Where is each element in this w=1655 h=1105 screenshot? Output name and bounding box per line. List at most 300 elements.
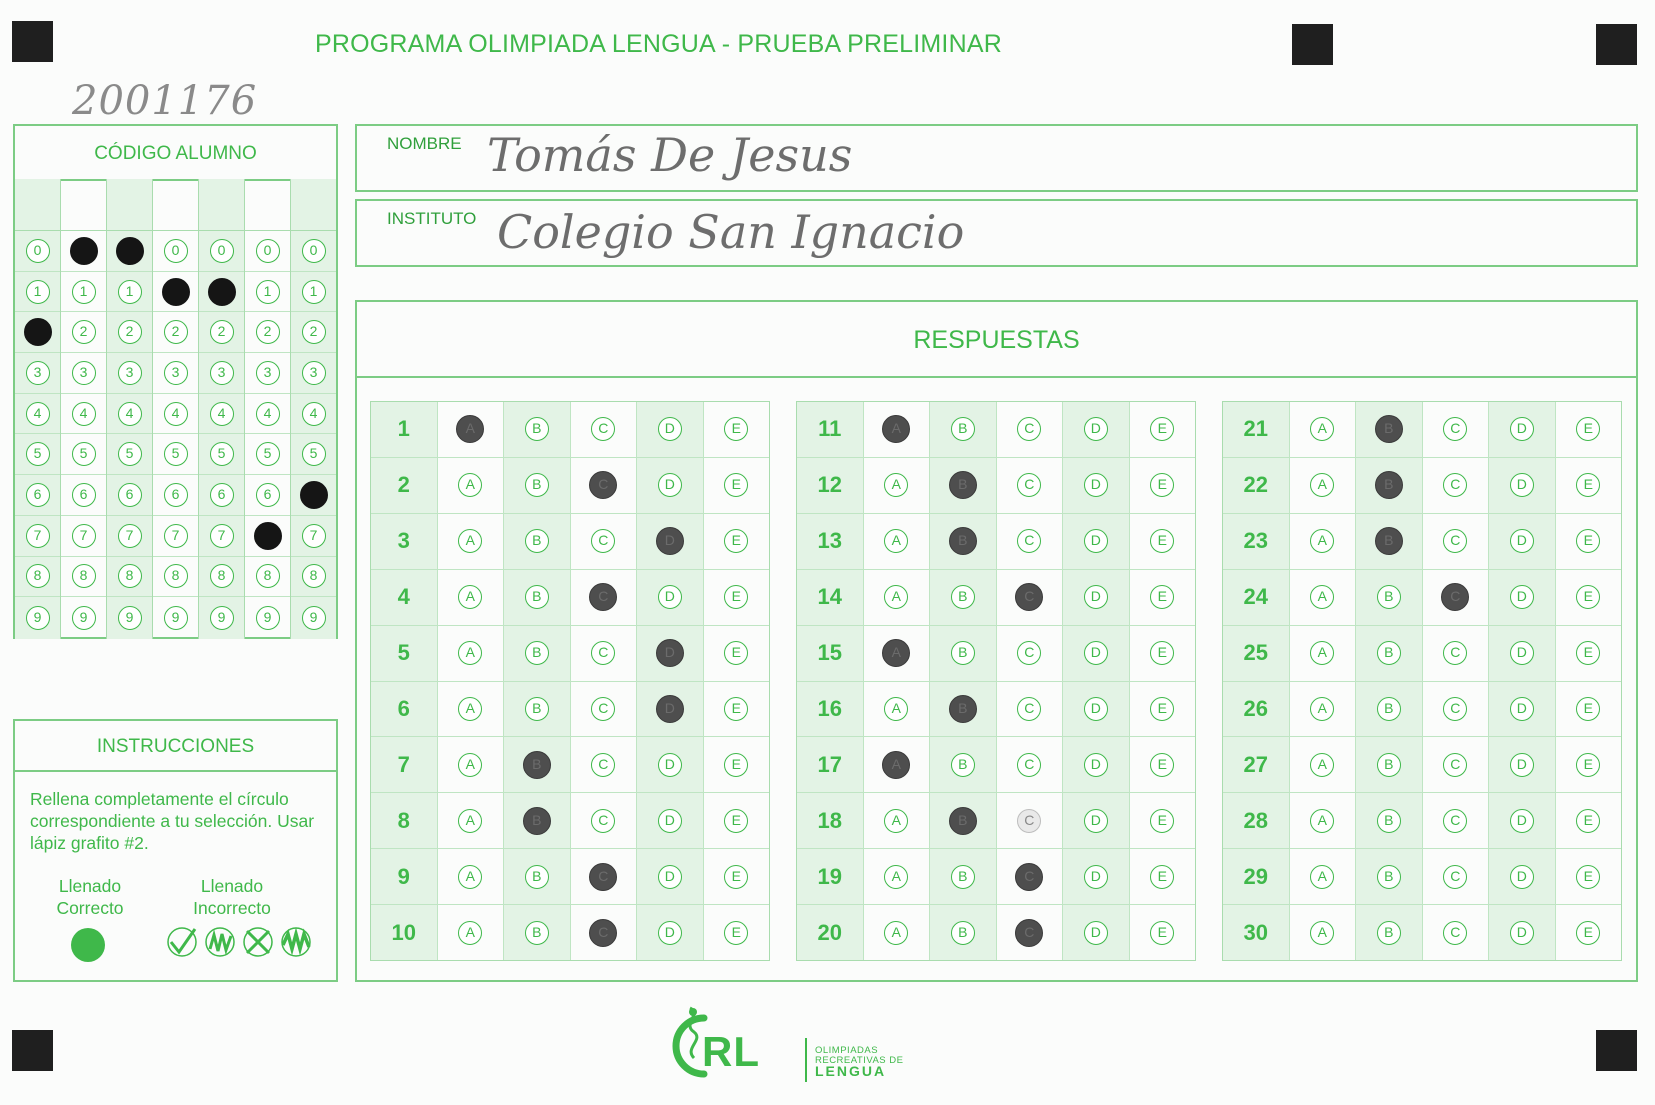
name-field[interactable] [355,124,1638,192]
answer-bubble-b[interactable]: B [951,921,975,945]
answer-bubble-d[interactable]: D [1510,809,1534,833]
answer-bubble-d[interactable]: D [1510,921,1534,945]
answer-bubble-d[interactable]: D [1510,417,1534,441]
code-bubble[interactable]: 6 [256,483,280,507]
code-bubble[interactable]: 6 [164,483,188,507]
answer-cell [503,514,570,569]
answer-bubble-b[interactable]: B [1377,753,1401,777]
code-bubble[interactable]: 4 [118,402,142,426]
code-bubble[interactable]: 9 [118,606,142,630]
question-number: 30 [1243,919,1268,945]
instructions-text: Rellena completamente el círculo correspondiente a tu selección. Usar lápiz grafito #2. [30,789,315,853]
answer-cell [1422,626,1489,681]
code-bubble[interactable]: 5 [210,442,234,466]
code-bubble[interactable]: 3 [164,361,188,385]
code-bubble[interactable]: 5 [256,442,280,466]
answer-bubble-a[interactable]: A [1310,865,1334,889]
answer-bubble-a[interactable]: A [458,641,482,665]
code-bubble[interactable] [162,278,190,306]
answer-bubble-e[interactable]: E [724,865,748,889]
code-bubble[interactable]: 2 [72,320,96,344]
answer-bubble-a[interactable]: A [884,473,908,497]
code-bubble[interactable]: 5 [72,442,96,466]
answer-bubble-c[interactable]: C [1443,809,1467,833]
answer-bubble-d[interactable]: D [656,639,684,667]
answer-bubble-b[interactable]: B [525,529,549,553]
code-bubble[interactable]: 7 [302,524,326,548]
answer-cell [1555,793,1622,848]
code-bubble[interactable]: 5 [118,442,142,466]
answer-bubble-a[interactable]: A [884,529,908,553]
question-number: 10 [391,919,416,945]
answer-cell [1422,458,1489,513]
answer-cell [1355,402,1422,457]
answer-bubble-b[interactable]: B [525,473,549,497]
answer-bubble-c[interactable]: C [1017,473,1041,497]
answer-bubble-c[interactable]: C [589,583,617,611]
code-bubble[interactable]: 2 [256,320,280,344]
answer-bubble-b[interactable]: B [523,807,551,835]
code-bubble[interactable]: 5 [26,442,50,466]
code-bubble[interactable]: 4 [164,402,188,426]
answer-bubble-e[interactable]: E [1576,921,1600,945]
answer-bubble-a[interactable]: A [458,697,482,721]
answer-bubble-c[interactable]: C [591,641,615,665]
answer-bubble-d[interactable]: D [1510,529,1534,553]
answer-bubble-e[interactable]: E [1576,585,1600,609]
answer-bubble-c[interactable]: C [589,863,617,891]
code-row [199,475,244,516]
answer-bubble-d[interactable]: D [1084,809,1108,833]
answer-bubble-a[interactable]: A [458,473,482,497]
answer-cell [1488,514,1555,569]
code-bubble[interactable]: 2 [210,320,234,344]
code-bubble[interactable]: 6 [26,483,50,507]
answer-bubble-a[interactable]: A [1310,641,1334,665]
answer-bubble-c[interactable]: C [1017,809,1041,833]
answer-bubble-e[interactable]: E [1150,473,1174,497]
answer-bubble-d[interactable]: D [1510,585,1534,609]
question-number-cell [371,458,437,513]
code-bubble[interactable]: 0 [210,239,234,263]
answer-bubble-e[interactable]: E [1576,697,1600,721]
code-bubble[interactable]: 1 [26,280,50,304]
answer-bubble-b[interactable]: B [1377,921,1401,945]
answer-bubble-c[interactable]: C [1015,919,1043,947]
answer-bubble-e[interactable]: E [724,529,748,553]
answer-bubble-e[interactable]: E [1150,641,1174,665]
answer-bubble-c[interactable]: C [591,809,615,833]
answer-bubble-d[interactable]: D [658,473,682,497]
answer-bubble-b[interactable]: B [525,921,549,945]
answer-bubble-e[interactable]: E [1150,753,1174,777]
answer-bubble-a[interactable]: A [884,921,908,945]
answer-row [371,514,769,570]
code-bubble[interactable]: 3 [302,361,326,385]
code-bubble[interactable]: 2 [164,320,188,344]
cross-mark-icon [241,925,275,959]
answer-bubble-d[interactable]: D [1510,753,1534,777]
answer-bubble-c[interactable]: C [1443,529,1467,553]
answer-bubble-c[interactable]: C [1015,863,1043,891]
answer-cell [703,402,770,457]
answer-cell [1422,570,1489,625]
answer-bubble-c[interactable]: C [1015,583,1043,611]
answer-row [371,458,769,514]
answer-cell [996,849,1063,904]
answer-bubble-c[interactable]: C [1443,921,1467,945]
code-bubble[interactable]: 5 [302,442,326,466]
answer-bubble-c[interactable]: C [1443,753,1467,777]
code-row [199,231,244,272]
answer-bubble-d[interactable]: D [1084,529,1108,553]
code-bubble[interactable]: 9 [256,606,280,630]
answer-bubble-e[interactable]: E [1576,473,1600,497]
answer-bubble-c[interactable]: C [1443,473,1467,497]
code-row [153,312,198,353]
code-row [61,516,106,557]
answer-cell [1062,626,1129,681]
answer-cell [1355,737,1422,792]
answer-bubble-a[interactable]: A [882,415,910,443]
answer-bubble-a[interactable]: A [1310,809,1334,833]
answer-bubble-a[interactable]: A [456,415,484,443]
answer-cell [503,849,570,904]
answer-bubble-c[interactable]: C [591,529,615,553]
answer-bubble-e[interactable]: E [724,641,748,665]
code-bubble[interactable]: 1 [302,280,326,304]
code-row [291,475,336,516]
answer-bubble-d[interactable]: D [658,865,682,889]
code-bubble[interactable]: 7 [26,524,50,548]
answer-bubble-c[interactable]: C [1443,697,1467,721]
code-bubble[interactable]: 5 [164,442,188,466]
code-row [245,475,290,516]
answer-bubble-e[interactable]: E [1150,417,1174,441]
code-row [199,353,244,394]
code-bubble[interactable]: 7 [164,524,188,548]
answer-bubble-b[interactable]: B [525,865,549,889]
question-number-cell [371,402,437,457]
answer-bubble-d[interactable]: D [1510,865,1534,889]
answer-cell [929,793,996,848]
code-bubble[interactable]: 7 [118,524,142,548]
answer-cell [1129,458,1196,513]
answer-bubble-c[interactable]: C [1017,417,1041,441]
code-bubble[interactable]: 9 [26,606,50,630]
answer-bubble-c[interactable]: C [591,697,615,721]
code-row [245,272,290,313]
code-bubble[interactable]: 1 [256,280,280,304]
code-bubble[interactable]: 6 [210,483,234,507]
code-row [107,394,152,435]
code-bubble[interactable] [208,278,236,306]
answer-bubble-b[interactable]: B [951,865,975,889]
answer-bubble-e[interactable]: E [1576,529,1600,553]
answer-bubble-a[interactable]: A [884,585,908,609]
code-row [107,516,152,557]
code-bubble[interactable]: 3 [72,361,96,385]
answer-bubble-b[interactable]: B [525,641,549,665]
code-row [61,434,106,475]
question-number: 18 [817,807,842,833]
answer-bubble-e[interactable]: E [1576,865,1600,889]
logo-divider [805,1038,807,1082]
answer-cell [996,682,1063,737]
code-bubble[interactable]: 3 [256,361,280,385]
answer-bubble-b[interactable]: B [949,807,977,835]
code-bubble[interactable]: 3 [210,361,234,385]
answer-bubble-b[interactable]: B [1377,697,1401,721]
code-bubble[interactable]: 4 [72,402,96,426]
answer-cell [863,849,930,904]
answer-bubble-b[interactable]: B [949,695,977,723]
answer-bubble-a[interactable]: A [458,921,482,945]
answer-bubble-b[interactable]: B [951,753,975,777]
answer-bubble-d[interactable]: D [1510,641,1534,665]
code-bubble[interactable] [116,237,144,265]
answer-cell [1062,458,1129,513]
answer-bubble-a[interactable]: A [882,639,910,667]
code-bubble[interactable]: 1 [72,280,96,304]
answer-bubble-a[interactable]: A [458,529,482,553]
answer-bubble-e[interactable]: E [1150,585,1174,609]
answer-cell [570,458,637,513]
answer-bubble-e[interactable]: E [724,473,748,497]
answer-bubble-b[interactable]: B [525,697,549,721]
answers-panel [355,300,1638,982]
answer-bubble-d[interactable]: D [1084,473,1108,497]
code-bubble[interactable]: 8 [256,564,280,588]
answer-bubble-d[interactable]: D [1084,921,1108,945]
code-bubble[interactable]: 8 [164,564,188,588]
answer-cell [1355,905,1422,960]
code-bubble[interactable]: 7 [72,524,96,548]
answer-bubble-a[interactable]: A [884,809,908,833]
answer-bubble-a[interactable]: A [458,585,482,609]
code-bubble[interactable] [300,481,328,509]
code-bubble[interactable] [70,237,98,265]
answer-bubble-b[interactable]: B [949,471,977,499]
answer-bubble-a[interactable]: A [882,751,910,779]
answer-bubble-d[interactable]: D [658,417,682,441]
question-number: 9 [397,863,410,889]
code-bubble[interactable]: 6 [118,483,142,507]
answer-bubble-c[interactable]: C [1017,753,1041,777]
answer-bubble-e[interactable]: E [1150,809,1174,833]
answer-bubble-d[interactable]: D [656,527,684,555]
code-bubble[interactable]: 0 [302,239,326,263]
answer-cell [437,570,504,625]
code-bubble[interactable]: 4 [210,402,234,426]
answer-bubble-e[interactable]: E [724,417,748,441]
question-number: 15 [817,640,842,666]
question-number-cell [797,849,863,904]
answer-bubble-c[interactable]: C [1017,529,1041,553]
code-row [61,353,106,394]
registration-mark-top-left [12,21,53,62]
answer-bubble-e[interactable]: E [724,753,748,777]
answer-cell [996,793,1063,848]
answer-cell [1355,626,1422,681]
institute-field[interactable] [355,199,1638,267]
answer-bubble-b[interactable]: B [525,417,549,441]
answer-bubble-c[interactable]: C [1443,641,1467,665]
code-column-header [291,179,336,231]
answer-row [1223,402,1621,458]
answer-bubble-e[interactable]: E [724,585,748,609]
answer-bubble-d[interactable]: D [658,921,682,945]
answer-bubble-a[interactable]: A [884,865,908,889]
code-bubble[interactable]: 3 [118,361,142,385]
code-bubble[interactable]: 0 [26,239,50,263]
answer-bubble-b[interactable]: B [1377,641,1401,665]
answer-cell [1555,514,1622,569]
answer-cell [1488,737,1555,792]
code-row [15,516,60,557]
code-bubble[interactable]: 0 [164,239,188,263]
answer-bubble-b[interactable]: B [951,641,975,665]
code-bubble[interactable]: 9 [302,606,326,630]
answer-bubble-b[interactable]: B [951,585,975,609]
answer-bubble-a[interactable]: A [458,865,482,889]
answer-bubble-d[interactable]: D [1510,697,1534,721]
code-row [15,597,60,638]
code-bubble[interactable]: 2 [118,320,142,344]
code-bubble[interactable]: 8 [26,564,50,588]
code-row [61,557,106,598]
answer-bubble-c[interactable]: C [1017,697,1041,721]
code-bubble[interactable] [254,522,282,550]
code-bubble[interactable]: 8 [210,564,234,588]
answer-bubble-b[interactable]: B [523,751,551,779]
answer-row [371,905,769,960]
answer-bubble-b[interactable]: B [1375,471,1403,499]
answer-bubble-b[interactable]: B [1377,865,1401,889]
answer-bubble-a[interactable]: A [458,753,482,777]
answer-bubble-c[interactable]: C [1443,417,1467,441]
code-bubble[interactable]: 4 [256,402,280,426]
code-bubble[interactable]: 2 [302,320,326,344]
code-bubble[interactable]: 8 [302,564,326,588]
answer-bubble-c[interactable]: C [589,471,617,499]
code-bubble[interactable]: 3 [26,361,50,385]
code-row [153,394,198,435]
answer-bubble-b[interactable]: B [1377,809,1401,833]
answer-bubble-e[interactable]: E [1150,697,1174,721]
answer-bubble-c[interactable]: C [589,919,617,947]
answer-bubble-c[interactable]: C [1443,865,1467,889]
answer-bubble-c[interactable]: C [591,417,615,441]
code-bubble[interactable]: 6 [72,483,96,507]
answer-bubble-d[interactable]: D [1084,753,1108,777]
code-bubble[interactable]: 1 [118,280,142,304]
answer-bubble-e[interactable]: E [1576,809,1600,833]
answer-bubble-d[interactable]: D [658,753,682,777]
question-number-cell [797,514,863,569]
code-bubble[interactable]: 8 [118,564,142,588]
answer-bubble-d[interactable]: D [1084,865,1108,889]
answer-bubble-b[interactable]: B [1375,415,1403,443]
answer-bubble-e[interactable]: E [1576,417,1600,441]
answer-bubble-a[interactable]: A [1310,921,1334,945]
answer-bubble-a[interactable]: A [1310,697,1334,721]
answer-bubble-a[interactable]: A [1310,417,1334,441]
answer-cell [703,849,770,904]
code-bubble[interactable] [24,318,52,346]
code-bubble[interactable]: 4 [302,402,326,426]
answer-bubble-e[interactable]: E [1150,529,1174,553]
answer-cell [1422,849,1489,904]
answer-cell [1355,514,1422,569]
answer-bubble-e[interactable]: E [1576,641,1600,665]
answer-bubble-a[interactable]: A [1310,529,1334,553]
code-row [153,272,198,313]
scribble-icon [203,925,237,959]
answer-row [797,514,1195,570]
question-number-cell [1223,514,1289,569]
answer-bubble-d[interactable]: D [1510,473,1534,497]
answer-bubble-d[interactable]: D [1084,417,1108,441]
answer-bubble-b[interactable]: B [949,527,977,555]
question-number-cell [1223,737,1289,792]
answer-bubble-e[interactable]: E [724,921,748,945]
answer-bubble-d[interactable]: D [656,695,684,723]
question-number: 4 [397,584,410,610]
answer-cell [1488,849,1555,904]
answer-bubble-b[interactable]: B [1375,527,1403,555]
answer-bubble-d[interactable]: D [658,809,682,833]
code-bubble[interactable]: 4 [26,402,50,426]
answer-cell [570,682,637,737]
answer-bubble-c[interactable]: C [1017,641,1041,665]
code-bubble[interactable]: 9 [72,606,96,630]
answer-cell [1289,793,1356,848]
answer-bubble-d[interactable]: D [1084,697,1108,721]
answer-bubble-e[interactable]: E [1576,753,1600,777]
answer-bubble-a[interactable]: A [1310,473,1334,497]
answer-bubble-e[interactable]: E [724,697,748,721]
answer-cell [1422,514,1489,569]
answer-bubble-e[interactable]: E [1150,921,1174,945]
code-bubble[interactable]: 9 [164,606,188,630]
answer-bubble-b[interactable]: B [525,585,549,609]
instructions-panel [13,719,338,982]
answer-bubble-b[interactable]: B [951,417,975,441]
code-bubble[interactable]: 9 [210,606,234,630]
answer-bubble-c[interactable]: C [1441,583,1469,611]
code-bubble[interactable]: 7 [210,524,234,548]
answer-cell [1062,514,1129,569]
answer-bubble-a[interactable]: A [1310,585,1334,609]
answer-bubble-d[interactable]: D [1084,641,1108,665]
answer-bubble-d[interactable]: D [658,585,682,609]
answer-bubble-b[interactable]: B [1377,585,1401,609]
answer-bubble-a[interactable]: A [1310,753,1334,777]
answer-bubble-a[interactable]: A [458,809,482,833]
answer-bubble-c[interactable]: C [591,753,615,777]
answer-bubble-d[interactable]: D [1084,585,1108,609]
answer-bubble-e[interactable]: E [724,809,748,833]
answer-cell [636,849,703,904]
answer-bubble-e[interactable]: E [1150,865,1174,889]
answers-block-1-10 [370,401,770,961]
code-bubble[interactable]: 8 [72,564,96,588]
answer-cell [1555,905,1622,960]
answer-bubble-a[interactable]: A [884,697,908,721]
question-number-cell [1223,682,1289,737]
code-bubble[interactable]: 0 [256,239,280,263]
